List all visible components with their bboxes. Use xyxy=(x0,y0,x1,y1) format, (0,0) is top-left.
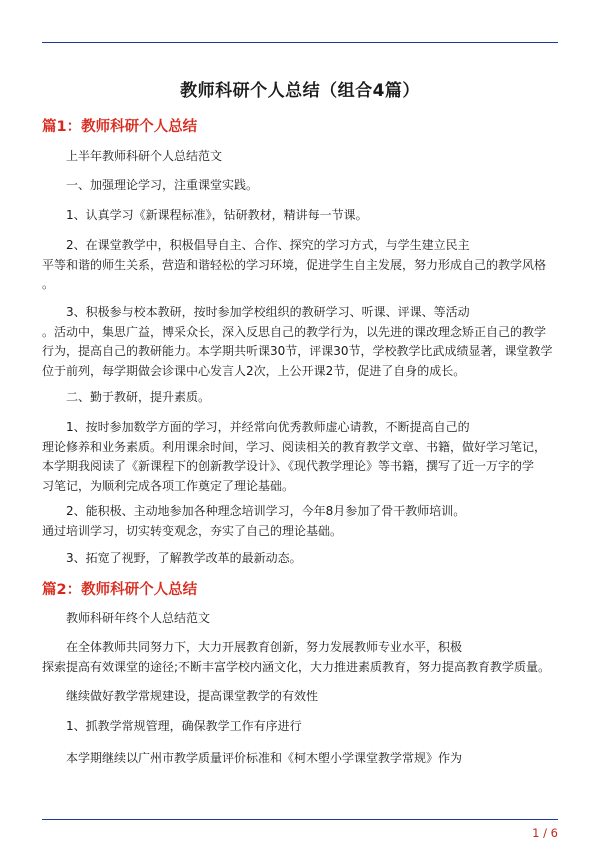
text-line: 探索提高有效课堂的途径;不断丰富学校内涵文化，大力推进素质教育，努力提高教育教学质量。 xyxy=(42,659,551,674)
page-number: 1 / 6 xyxy=(532,826,558,840)
text-line: 二、勤于教研，提升素质。 xyxy=(66,390,211,404)
text-line: 1、按时参加数学方面的学习，并经常向优秀教师虚心请教，不断提高自己的 xyxy=(66,420,470,434)
text-line: 一、加强理论学习，注重课堂实践。 xyxy=(66,178,259,192)
text-line: 理论修养和业务素质。利用课余时间，学习、阅读相关的教育教学文章、书籍，做好学习笔记， xyxy=(42,439,547,454)
section-2-paragraph-4 xyxy=(42,717,586,737)
text-line: 3、拓宽了视野，了解教学改革的最新动态。 xyxy=(66,551,302,565)
section-1-paragraph-2 xyxy=(42,176,586,196)
section-2-paragraph-3 xyxy=(42,687,586,707)
section-1-paragraph-5 xyxy=(42,303,562,381)
section-1-paragraph-1 xyxy=(42,147,586,167)
text-line: 2、能积极、主动地参加各种理念培训学习，今年8月参加了骨干教师培训。 xyxy=(66,504,466,518)
text-line: 教师科研年终个人总结范文 xyxy=(66,611,211,625)
text-line: 位于前列，每学期做会诊课中心发言人2次，上公开课2节，促进了自身的成长。 xyxy=(42,363,466,378)
text-line: 本学期我阅读了《新课程下的创新教学设计》、《现代教学理论》等书籍，撰写了近一万字的学 xyxy=(42,459,535,473)
text-line: 1、认真学习《新课程标准》，钻研教材，精讲每一节课。 xyxy=(66,208,368,222)
text-line: 在全体教师共同努力下，大力开展教育创新，努力发展教师专业水平，积极 xyxy=(66,640,463,654)
header-rule xyxy=(42,42,558,43)
section-2-paragraph-5 xyxy=(42,749,586,769)
text-line: 习笔记，为顺利完成各项工作奠定了理论基础。 xyxy=(42,478,295,493)
section-1-paragraph-6 xyxy=(42,388,586,408)
section-1-paragraph-4 xyxy=(42,236,562,295)
section-1-paragraph-7 xyxy=(42,418,562,496)
text-line: 1、抓教学常规管理，确保教学工作有序进行 xyxy=(66,719,302,733)
text-line: 3、积极参与校本教研，按时参加学校组织的教研学习、听课、评课、等活动 xyxy=(66,305,470,319)
section-1-paragraph-9 xyxy=(42,549,586,569)
text-line: 2、在课堂教学中，积极倡导自主、合作、探究的学习方式，与学生建立民主 xyxy=(66,238,470,252)
section-1-paragraph-3 xyxy=(42,206,586,226)
section-1-paragraph-8 xyxy=(42,502,562,541)
text-line: 行为，提高自己的教研能力。本学期共听课30节，评课30节，学校教学比武成绩显著，课堂教学 xyxy=(42,344,553,358)
text-line: 上半年教师科研个人总结范文 xyxy=(66,149,223,163)
text-line: 通过培训学习，切实转变观念，夯实了自己的理论基础。 xyxy=(42,523,343,538)
text-line: 本学期继续以广州市教学质量评价标准和《柯木塱小学课堂教学常规》作为 xyxy=(66,751,463,765)
text-line: 继续做好教学常规建设，提高课堂教学的有效性 xyxy=(66,689,319,703)
section-2-paragraph-2 xyxy=(42,638,562,677)
text-line: 。 xyxy=(42,277,55,291)
footer-rule xyxy=(42,819,558,820)
section-2-heading: 篇2：教师科研个人总结 xyxy=(42,582,198,598)
section-1-heading: 篇1：教师科研个人总结 xyxy=(42,119,198,135)
text-line: 平等和谐的师生关系，营造和谐轻松的学习环境，促进学生自主发展，努力形成自己的教学风格 xyxy=(42,257,547,272)
section-2-paragraph-1 xyxy=(42,609,586,629)
text-line: 。活动中，集思广益，博采众长，深入反思自己的教学行为，以先进的课改理念矫正自己的教学 xyxy=(42,324,547,339)
document-title: 教师科研个人总结（组合4篇） xyxy=(180,81,420,101)
